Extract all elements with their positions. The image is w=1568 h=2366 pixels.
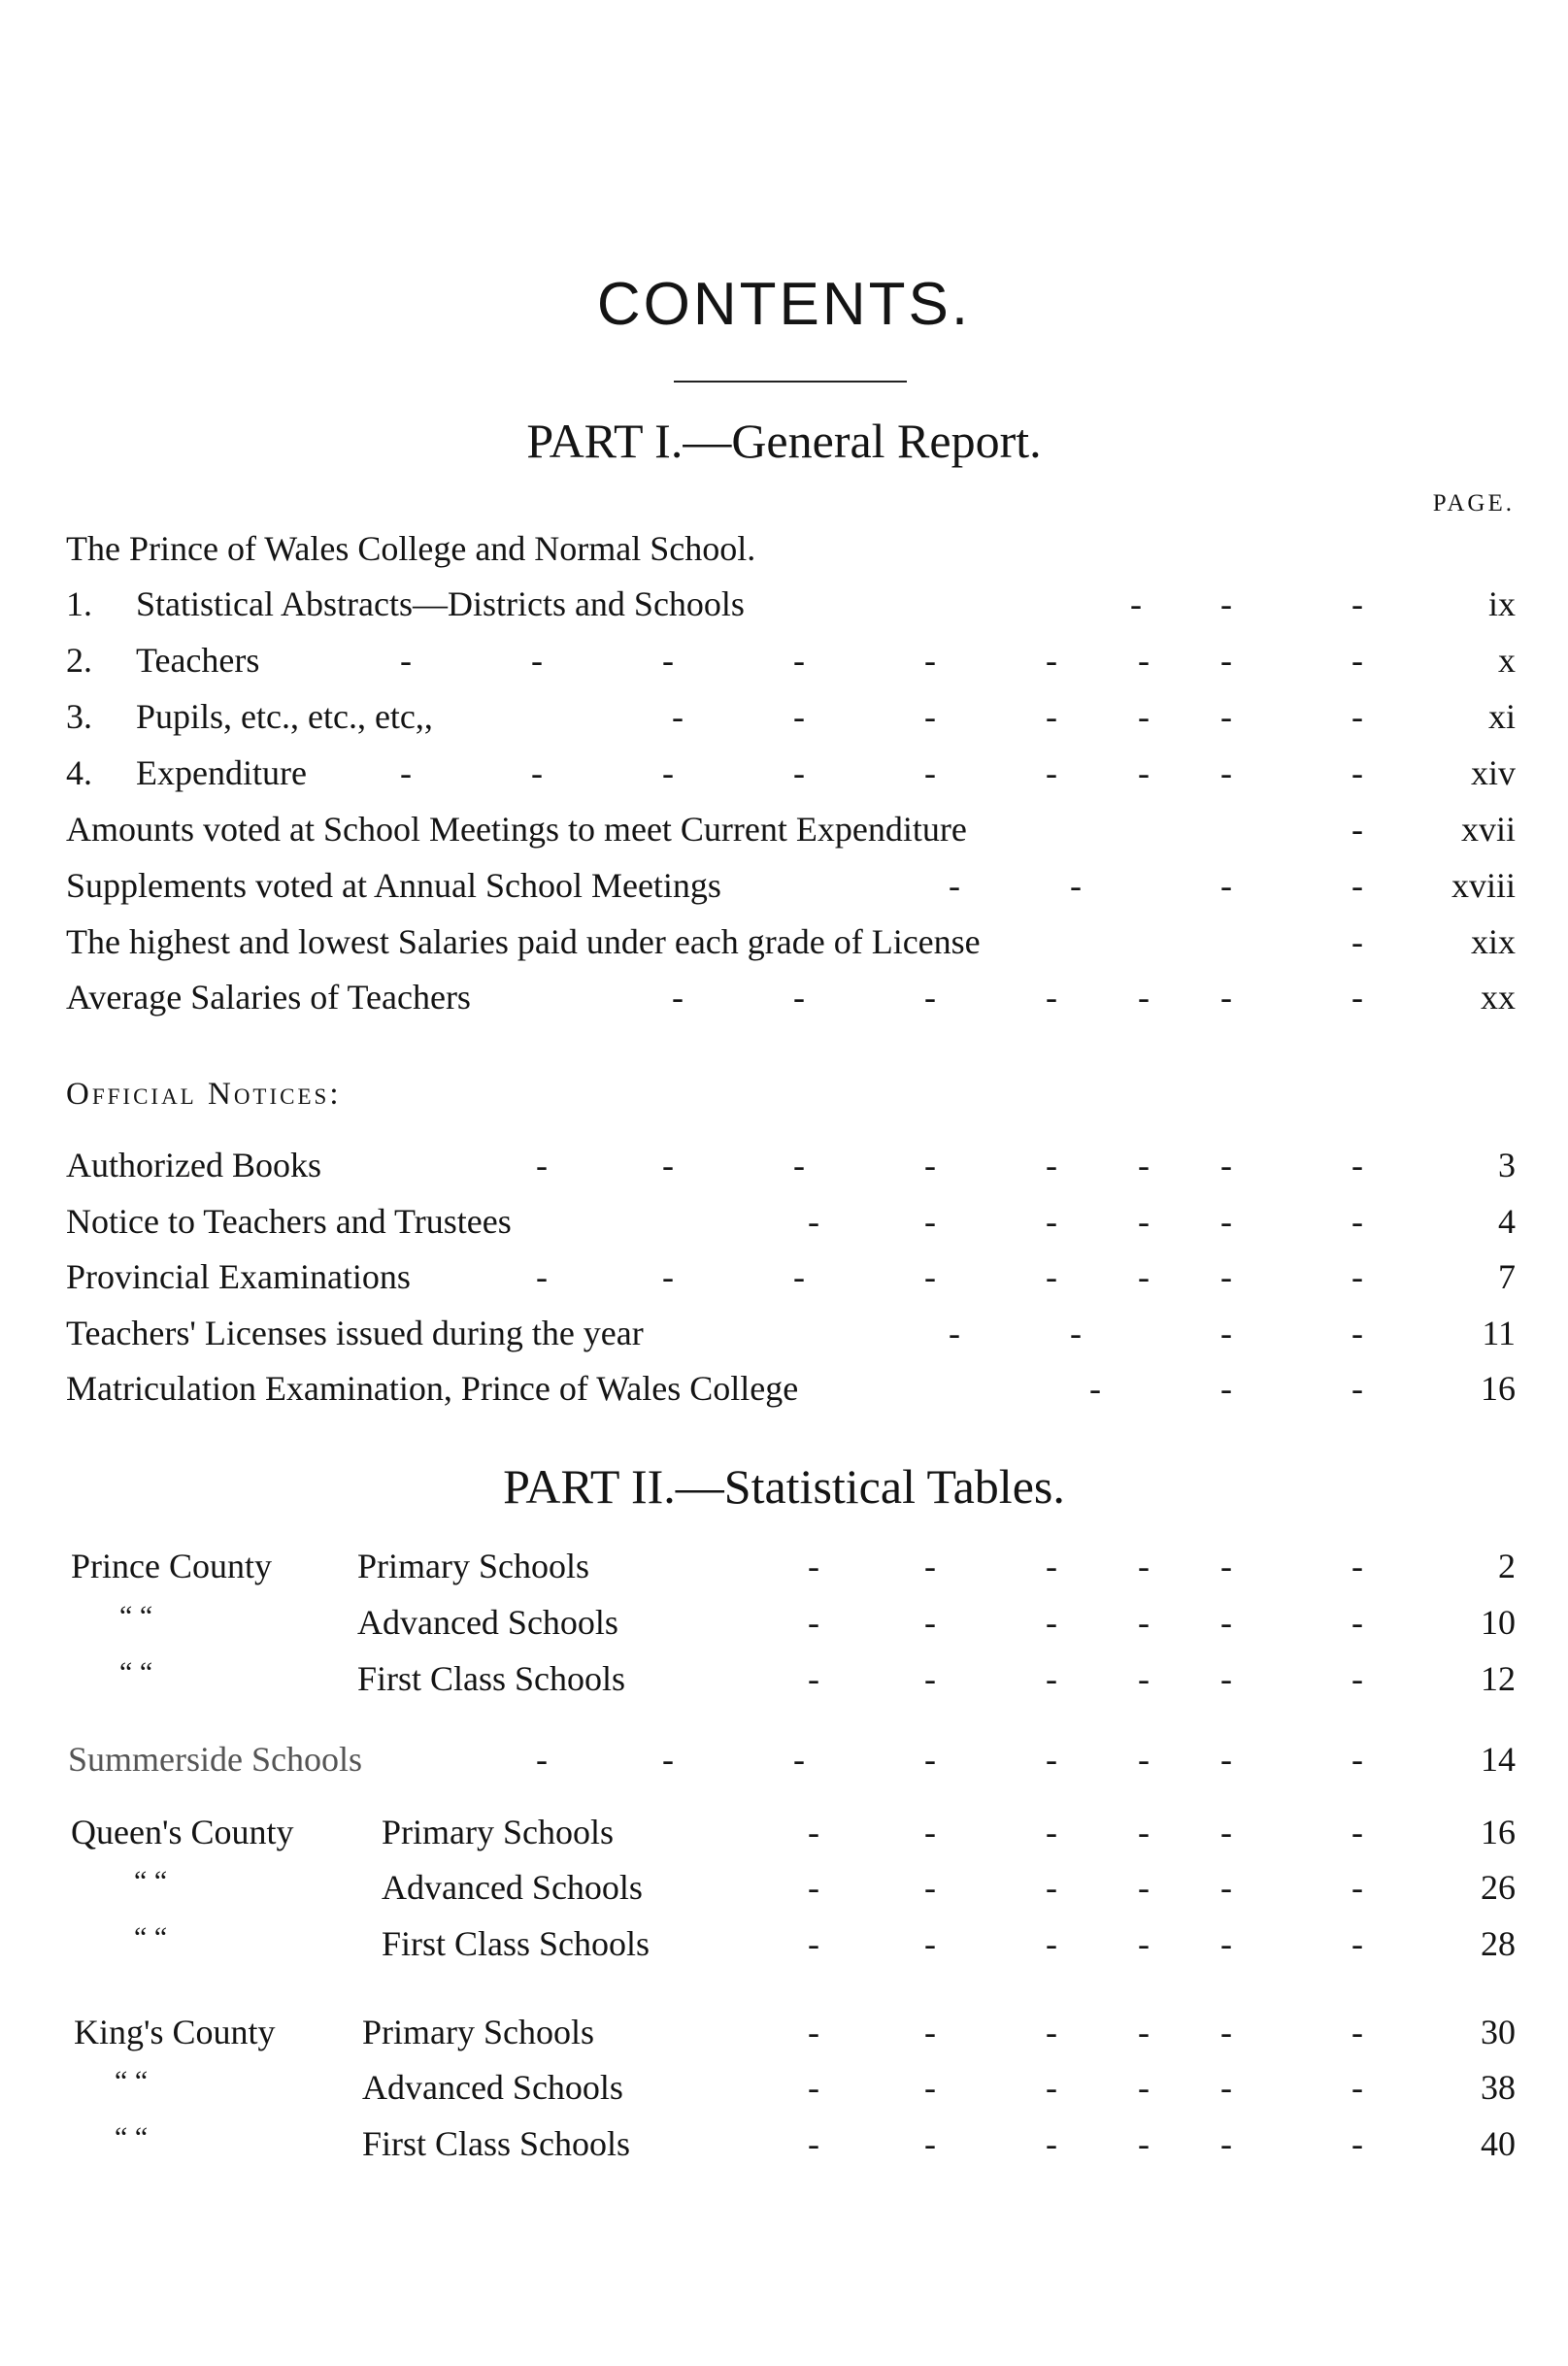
- leader-dash: -: [536, 1257, 548, 1296]
- entry-page: xi: [1487, 697, 1516, 736]
- leader-dash: -: [924, 1603, 936, 1642]
- leader-dash: -: [1138, 1146, 1150, 1184]
- leader-dash: -: [924, 697, 936, 736]
- entry-label: Primary Schools: [382, 1813, 614, 1851]
- toc-entry: [66, 1863, 1516, 1912]
- leader-dash: -: [1351, 1314, 1363, 1352]
- entry-label: First Class Schools: [382, 1924, 651, 1963]
- leader-dash: -: [924, 2013, 936, 2051]
- leader-dash: -: [1046, 2124, 1057, 2163]
- leader-dash: -: [1351, 1868, 1363, 1907]
- leader-dash: -: [662, 1146, 674, 1184]
- entry-page: 2: [1498, 1547, 1516, 1585]
- entry-page: 38: [1481, 2068, 1516, 2107]
- leader-dash: -: [1351, 1257, 1363, 1296]
- leader-dash: -: [793, 697, 805, 736]
- leader-dash: -: [1220, 1603, 1232, 1642]
- entry-page: x: [1498, 641, 1516, 680]
- toc-entry: [66, 1309, 1516, 1357]
- entry-label: Summerside Schools: [68, 1740, 362, 1779]
- leader-dash: -: [1351, 1603, 1363, 1642]
- leader-dash: -: [924, 1813, 936, 1851]
- entry-label: Authorized Books: [66, 1146, 321, 1184]
- entry-label: The highest and lowest Salaries paid under each grade of License: [66, 922, 981, 961]
- leader-dash: -: [1351, 2124, 1363, 2163]
- leader-dash: -: [1220, 1369, 1232, 1408]
- toc-entry: [66, 2008, 1516, 2056]
- leader-dash: -: [1046, 1868, 1057, 1907]
- toc-entry: [66, 1197, 1516, 1246]
- toc-entry: [66, 1364, 1516, 1413]
- entry-page: xx: [1481, 978, 1516, 1016]
- ditto-mark: “ “: [134, 1865, 168, 1897]
- leader-dash: -: [1046, 1257, 1057, 1296]
- leader-dash: -: [793, 1257, 805, 1296]
- ditto-mark: “ “: [119, 1656, 153, 1688]
- leader-dash: -: [1138, 1603, 1150, 1642]
- toc-entry: [66, 1252, 1516, 1301]
- leader-dash: -: [1351, 1202, 1363, 1241]
- leader-dash: -: [1046, 641, 1057, 680]
- leader-dash: -: [808, 1202, 819, 1241]
- leader-dash: -: [1046, 2068, 1057, 2107]
- leader-dash: -: [924, 1868, 936, 1907]
- leader-dash: -: [808, 1924, 819, 1963]
- toc-entry: [66, 1654, 1516, 1703]
- entry-county: King's County: [74, 2013, 276, 2051]
- leader-dash: -: [924, 1924, 936, 1963]
- toc-entry: [66, 1598, 1516, 1647]
- leader-dash: -: [1351, 1547, 1363, 1585]
- leader-dash: -: [793, 753, 805, 792]
- entry-label: Expenditure: [136, 753, 307, 792]
- leader-dash: -: [1351, 866, 1363, 905]
- entry-number: 1.: [66, 584, 92, 623]
- leader-dash: -: [924, 1547, 936, 1585]
- leader-dash: -: [1046, 1146, 1057, 1184]
- entry-page: xix: [1470, 922, 1516, 961]
- leader-dash: -: [924, 1202, 936, 1241]
- toc-entry: [66, 2063, 1516, 2112]
- leader-dash: -: [808, 1603, 819, 1642]
- leader-dash: -: [1046, 1813, 1057, 1851]
- leader-dash: -: [1046, 978, 1057, 1016]
- entry-page: xvii: [1460, 810, 1516, 849]
- leader-dash: -: [949, 866, 960, 905]
- leader-dash: -: [793, 1146, 805, 1184]
- leader-dash: -: [662, 641, 674, 680]
- ditto-mark: “ “: [119, 1600, 153, 1632]
- leader-dash: -: [808, 2124, 819, 2163]
- leader-dash: -: [1138, 1547, 1150, 1585]
- leader-dash: -: [1046, 1924, 1057, 1963]
- leader-dash: -: [1220, 1740, 1232, 1779]
- toc-entry: [66, 1919, 1516, 1968]
- leader-dash: -: [1351, 1146, 1363, 1184]
- leader-dash: -: [949, 1314, 960, 1352]
- leader-dash: -: [1220, 1202, 1232, 1241]
- leader-dash: -: [924, 753, 936, 792]
- leader-dash: -: [808, 1813, 819, 1851]
- leader-dash: -: [1046, 1740, 1057, 1779]
- leader-dash: -: [1046, 1659, 1057, 1698]
- notices-heading-label: Official Notices:: [66, 1077, 342, 1112]
- leader-dash: -: [531, 753, 543, 792]
- ditto-mark: “ “: [115, 2065, 149, 2097]
- leader-dash: -: [1220, 641, 1232, 680]
- leader-dash: -: [1220, 1659, 1232, 1698]
- leader-dash: -: [536, 1740, 548, 1779]
- leader-dash: -: [1220, 1813, 1232, 1851]
- leader-dash: -: [1138, 2068, 1150, 2107]
- leader-dash: -: [1220, 1257, 1232, 1296]
- leader-dash: -: [793, 641, 805, 680]
- leader-dash: -: [1046, 2013, 1057, 2051]
- entry-page: 28: [1481, 1924, 1516, 1963]
- leader-dash: -: [1046, 1547, 1057, 1585]
- leader-dash: -: [1220, 753, 1232, 792]
- leader-dash: -: [924, 1659, 936, 1698]
- toc-entry: [66, 2119, 1516, 2168]
- leader-dash: -: [1351, 2068, 1363, 2107]
- entry-label: Primary Schools: [357, 1547, 589, 1585]
- entry-page: 16: [1481, 1369, 1516, 1408]
- leader-dash: -: [1138, 697, 1150, 736]
- leader-dash: -: [1351, 1659, 1363, 1698]
- leader-dash: -: [1138, 753, 1150, 792]
- entry-page: 26: [1481, 1868, 1516, 1907]
- entry-label: Amounts voted at School Meetings to meet Current Expenditure: [66, 810, 967, 849]
- toc-entry: [66, 580, 1516, 628]
- page-title: CONTENTS.: [596, 271, 972, 338]
- leader-dash: -: [400, 641, 412, 680]
- leader-dash: -: [1046, 753, 1057, 792]
- entry-label: Advanced Schools: [362, 2068, 623, 2107]
- entry-label: Provincial Examinations: [66, 1257, 411, 1296]
- page-column-label: PAGE.: [1432, 490, 1515, 517]
- leader-dash: -: [1220, 2124, 1232, 2163]
- leader-dash: -: [1220, 584, 1232, 623]
- leader-dash: -: [1130, 584, 1142, 623]
- entry-page: 11: [1482, 1314, 1516, 1352]
- entry-number: 2.: [66, 641, 92, 680]
- toc-entry: [66, 1141, 1516, 1189]
- leader-dash: -: [672, 978, 684, 1016]
- leader-dash: -: [1220, 697, 1232, 736]
- leader-dash: -: [1220, 866, 1232, 905]
- leader-dash: -: [1138, 1813, 1150, 1851]
- leader-dash: -: [924, 2124, 936, 2163]
- leader-dash: -: [662, 753, 674, 792]
- leader-dash: -: [1138, 1202, 1150, 1241]
- leader-dash: -: [1220, 2068, 1232, 2107]
- leader-dash: -: [1351, 810, 1363, 849]
- leader-dash: -: [1138, 1868, 1150, 1907]
- leader-dash: -: [1220, 2013, 1232, 2051]
- part-1-heading: PART I.—General Report.: [526, 414, 1042, 468]
- leader-dash: -: [1351, 1813, 1363, 1851]
- entry-label: Teachers: [136, 641, 260, 680]
- leader-dash: -: [808, 2013, 819, 2051]
- leader-dash: -: [1138, 2013, 1150, 2051]
- entry-label: Advanced Schools: [382, 1868, 643, 1907]
- leader-dash: -: [1351, 753, 1363, 792]
- leader-dash: -: [808, 1659, 819, 1698]
- entry-label: Average Salaries of Teachers: [66, 978, 471, 1016]
- entry-label: Teachers' Licenses issued during the year: [66, 1314, 644, 1352]
- leader-dash: -: [793, 1740, 805, 1779]
- leader-dash: -: [1046, 1603, 1057, 1642]
- entry-page: 12: [1481, 1659, 1516, 1698]
- leader-dash: -: [1138, 2124, 1150, 2163]
- entry-page: 14: [1481, 1740, 1516, 1779]
- leader-dash: -: [1351, 641, 1363, 680]
- leader-dash: -: [1351, 1740, 1363, 1779]
- leader-dash: -: [1351, 1924, 1363, 1963]
- title-divider: [674, 381, 907, 383]
- leader-dash: -: [1351, 922, 1363, 961]
- toc-entry: [66, 861, 1516, 910]
- entry-label: Notice to Teachers and Trustees: [66, 1202, 512, 1241]
- leader-dash: -: [924, 1740, 936, 1779]
- ditto-mark: “ “: [115, 2121, 149, 2153]
- part-2-heading: PART II.—Statistical Tables.: [503, 1459, 1065, 1514]
- entry-page: xviii: [1451, 866, 1516, 905]
- entry-county: Prince County: [71, 1547, 272, 1585]
- ditto-mark: “ “: [134, 1921, 168, 1953]
- leader-dash: -: [924, 641, 936, 680]
- entry-county: Queen's County: [71, 1813, 294, 1851]
- toc-entry: [66, 973, 1516, 1021]
- leader-dash: -: [1220, 1924, 1232, 1963]
- leader-dash: -: [662, 1257, 674, 1296]
- leader-dash: -: [808, 1868, 819, 1907]
- leader-dash: -: [1138, 1924, 1150, 1963]
- leader-dash: -: [1351, 697, 1363, 736]
- entry-page: 16: [1481, 1813, 1516, 1851]
- leader-dash: -: [924, 1146, 936, 1184]
- entry-label: Primary Schools: [362, 2013, 594, 2051]
- entry-label: First Class Schools: [362, 2124, 631, 2163]
- leader-dash: -: [1138, 1740, 1150, 1779]
- entry-label: First Class Schools: [357, 1659, 626, 1698]
- leader-dash: -: [531, 641, 543, 680]
- leader-dash: -: [924, 1257, 936, 1296]
- entry-label: Pupils, etc., etc., etc,,: [136, 697, 433, 736]
- toc-entry: [66, 1808, 1516, 1856]
- toc-entry: [66, 805, 1516, 853]
- entry-label: Statistical Abstracts—Districts and Schools: [136, 584, 745, 623]
- entry-page: 3: [1498, 1146, 1516, 1184]
- entry-label: Advanced Schools: [357, 1603, 618, 1642]
- leader-dash: -: [400, 753, 412, 792]
- leader-dash: -: [924, 978, 936, 1016]
- leader-dash: -: [1220, 1868, 1232, 1907]
- leader-dash: -: [1220, 1314, 1232, 1352]
- leader-dash: -: [1046, 1202, 1057, 1241]
- toc-entry: [66, 1735, 1516, 1783]
- entry-page: 4: [1498, 1202, 1516, 1241]
- leader-dash: -: [1138, 1257, 1150, 1296]
- toc-entry: [66, 636, 1516, 684]
- entry-page: 40: [1481, 2124, 1516, 2163]
- toc-entry: [66, 524, 1516, 573]
- entry-page: 30: [1481, 2013, 1516, 2051]
- leader-dash: -: [1070, 866, 1082, 905]
- entry-page: ix: [1487, 584, 1516, 623]
- leader-dash: -: [1220, 1146, 1232, 1184]
- toc-entry: [66, 917, 1516, 966]
- leader-dash: -: [1138, 1659, 1150, 1698]
- leader-dash: -: [1138, 641, 1150, 680]
- toc-entry: [66, 749, 1516, 797]
- leader-dash: -: [1351, 584, 1363, 623]
- leader-dash: -: [808, 2068, 819, 2107]
- official-notices-heading: [66, 1070, 1516, 1118]
- entry-page: 10: [1481, 1603, 1516, 1642]
- leader-dash: -: [1351, 978, 1363, 1016]
- leader-dash: -: [793, 978, 805, 1016]
- entry-number: 3.: [66, 697, 92, 736]
- leader-dash: -: [924, 2068, 936, 2107]
- leader-dash: -: [1351, 2013, 1363, 2051]
- entry-page: xiv: [1470, 753, 1516, 792]
- leader-dash: -: [1070, 1314, 1082, 1352]
- leader-dash: -: [1046, 697, 1057, 736]
- leader-dash: -: [1138, 978, 1150, 1016]
- leader-dash: -: [1220, 978, 1232, 1016]
- entry-label: Supplements voted at Annual School Meetings: [66, 866, 721, 905]
- leader-dash: -: [1089, 1369, 1101, 1408]
- toc-entry: [66, 692, 1516, 741]
- leader-dash: -: [808, 1547, 819, 1585]
- leader-dash: -: [1351, 1369, 1363, 1408]
- entry-number: 4.: [66, 753, 92, 792]
- leader-dash: -: [672, 697, 684, 736]
- entry-label: The Prince of Wales College and Normal School.: [66, 529, 756, 568]
- entry-page: 7: [1498, 1257, 1516, 1296]
- leader-dash: -: [1220, 1547, 1232, 1585]
- toc-entry: [66, 1542, 1516, 1590]
- leader-dash: -: [662, 1740, 674, 1779]
- entry-label: Matriculation Examination, Prince of Wales College: [66, 1369, 799, 1408]
- leader-dash: -: [536, 1146, 548, 1184]
